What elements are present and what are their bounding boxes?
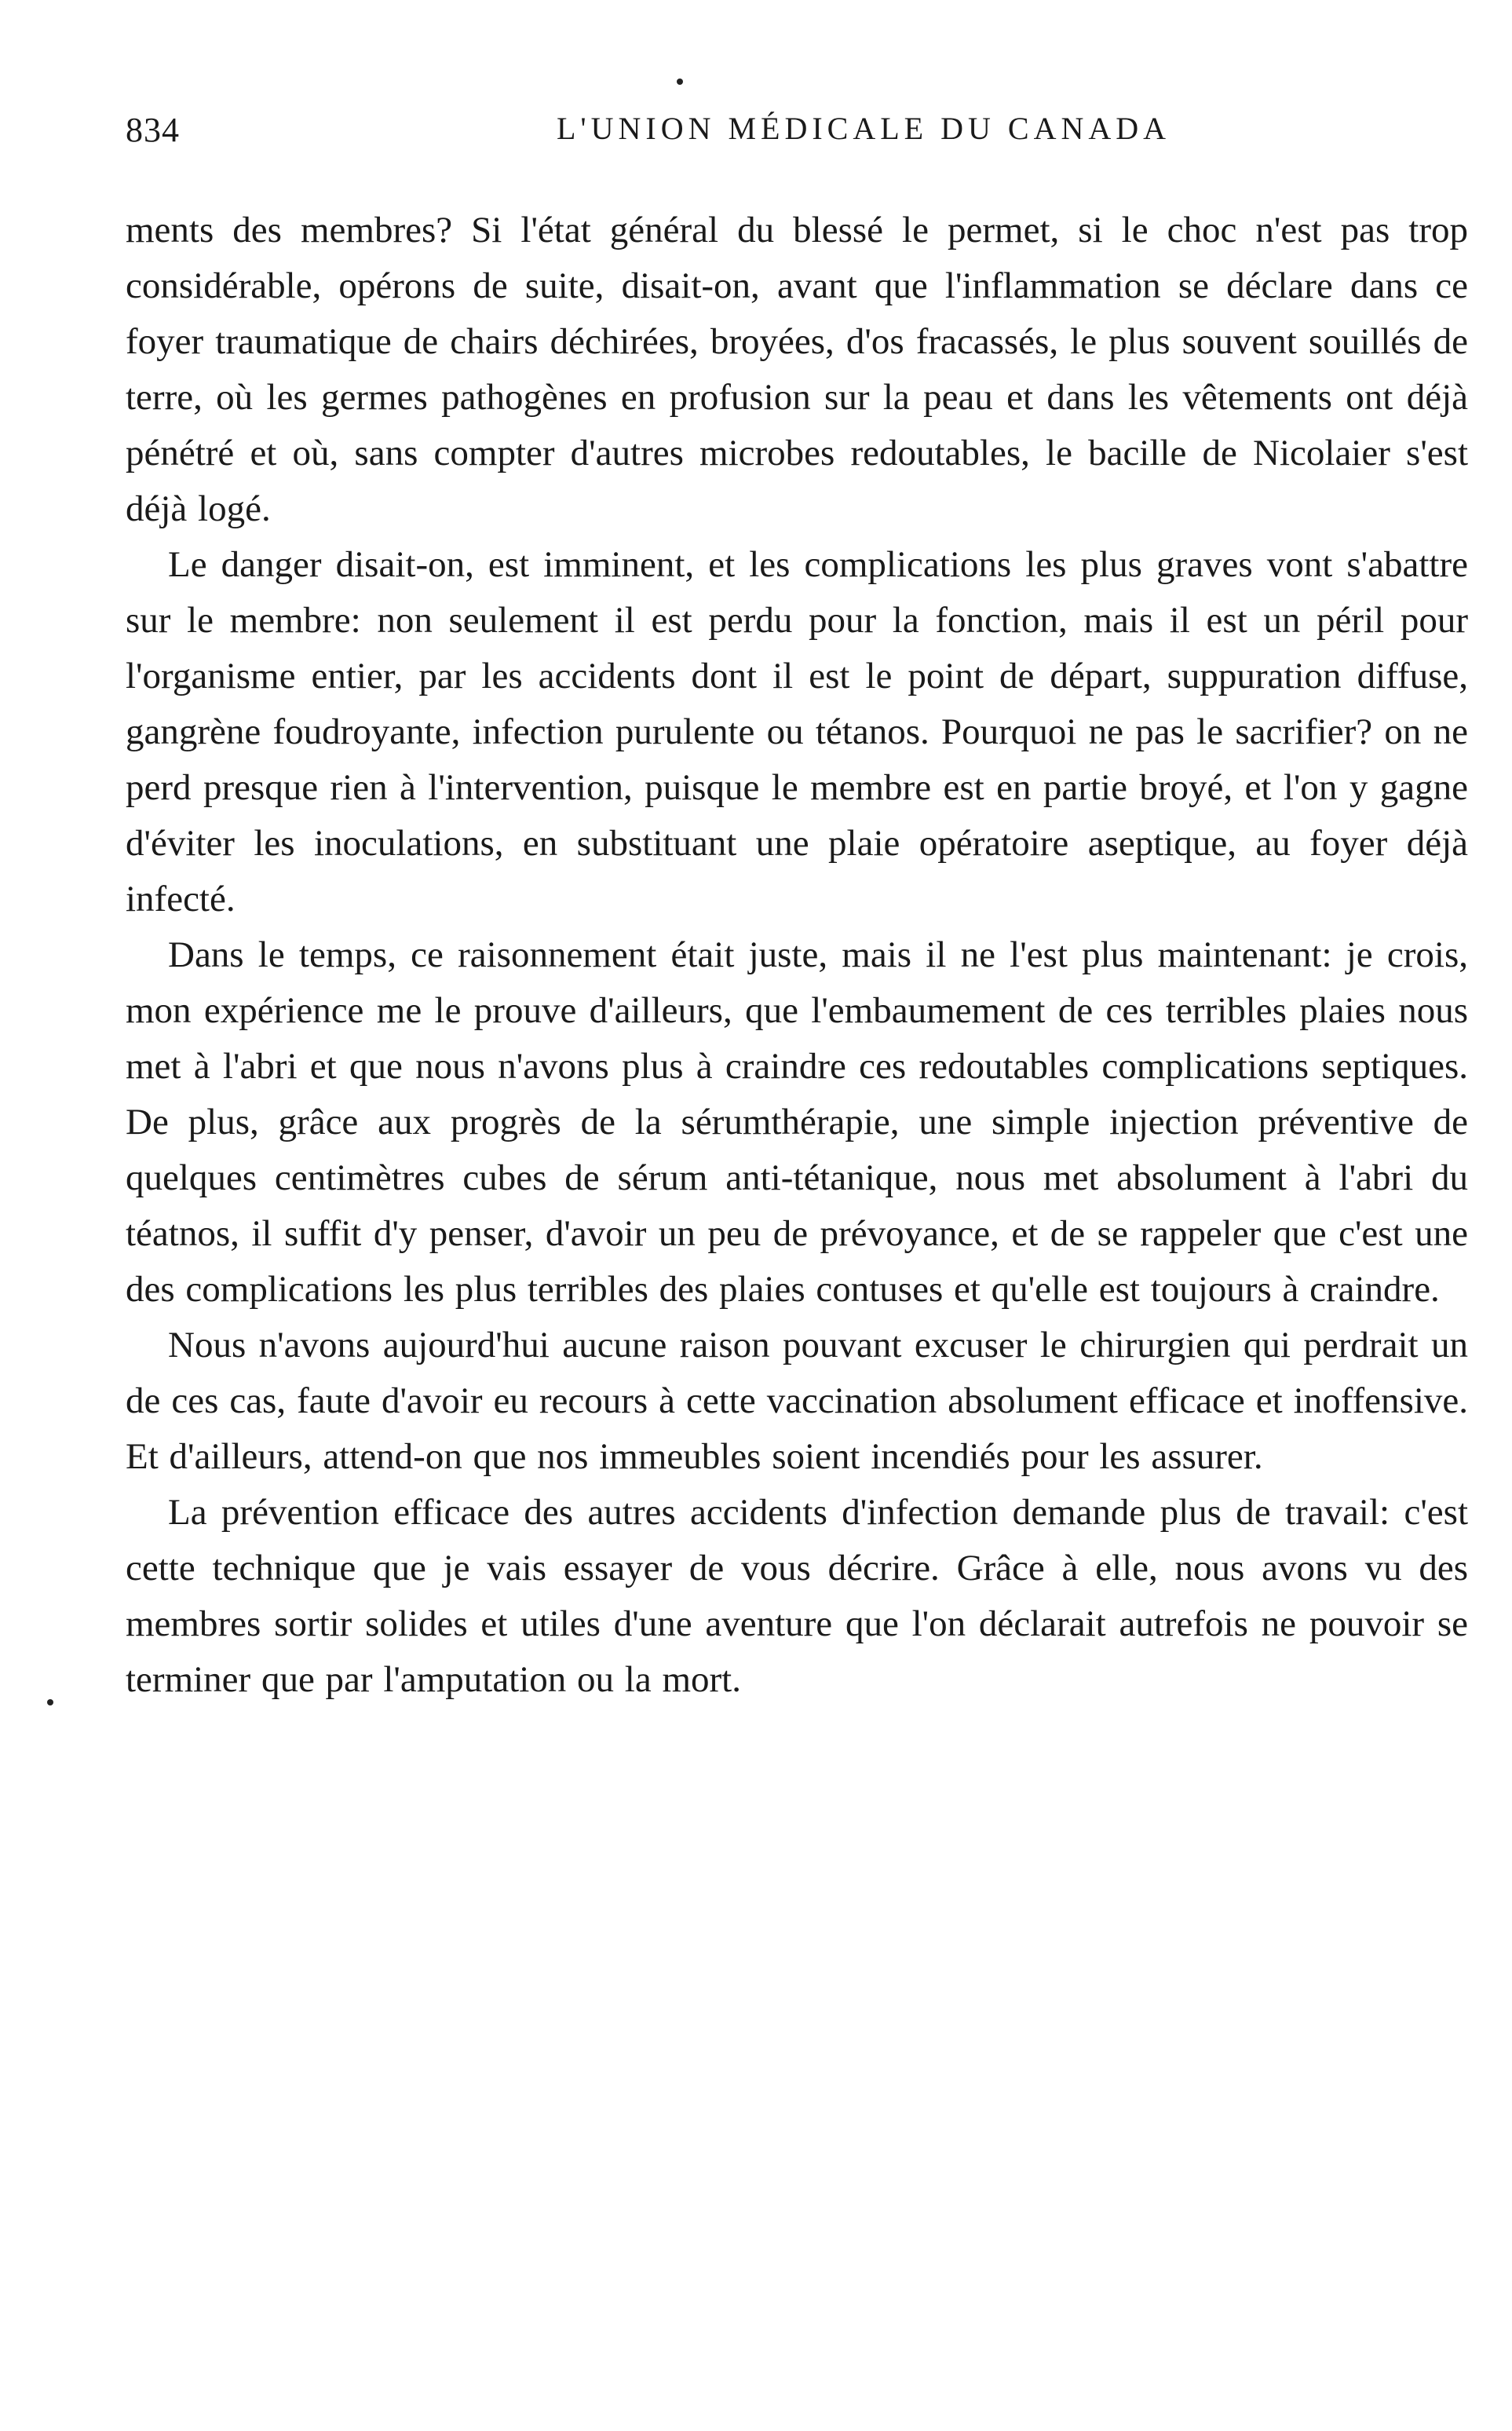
paragraph: La prévention efficace des autres accidents d'infection demande plus de travail: c'est cette technique que je vais essayer de vous décrire. Grâce à elle, nous avons vu des membres sortir solides et utiles d'une aventure que l'on déclarait autrefois ne pouvoir se terminer que par l'amputation ou la mort.	[126, 1492, 1468, 1700]
page-number: 834	[126, 111, 180, 149]
paragraph: Le danger disait-on, est imminent, et les complications les plus graves vont s'abattre sur le membre: non seulement il est perdu pour la fonction, mais il est un péril pour l'organisme entier, par les accidents dont il est le point de départ, suppuration diffuse, gangrène foudroyante, infection purulente ou tétanos. Pourquoi ne pas le sacrifier? on ne perd presque rien à l'intervention, puisque le membre est en partie broyé, et l'on y gagne d'éviter les inoculations, en substituant une plaie opératoire aseptique, au foyer déjà infecté.	[126, 544, 1468, 919]
paragraph: Dans le temps, ce raisonnement était juste, mais il ne l'est plus maintenant: je crois, mon expérience me le prouve d'ailleurs, que l'embaumement de ces terribles plaies nous met à l'abri et que nous n'avons plus à craindre ces redoutables complications septiques. De plus, grâce aux progrès de la sérumthérapie, une simple injection préventive de quelques centimètres cubes de sérum anti-tétanique, nous met absolument à l'abri du téatnos, il suffit d'y penser, d'avoir un peu de prévoyance, et de se rappeler que c'est une des complications les plus terribles des plaies contuses et qu'elle est toujours à craindre.	[126, 934, 1468, 1310]
print-speck	[677, 79, 683, 85]
page-header	[126, 110, 1460, 173]
paragraph: Nous n'avons aujourd'hui aucune raison pouvant excuser le chirurgien qui perdrait un de ces cas, faute d'avoir eu recours à cette vaccination absolument efficace et inoffensive. Et d'ailleurs, attend-on que nos immeubles soient incendiés pour les assurer.	[126, 1325, 1468, 1477]
body-text	[126, 203, 1468, 1708]
paragraph-continuation: ments des membres? Si l'état général du blessé le permet, si le choc n'est pas trop considérable, opérons de suite, disait-on, avant que l'inflammation se déclare dans ce foyer traumatique de chairs déchirées, broyées, d'os fracassés, le plus souvent souillés de terre, où les germes pathogènes en profusion sur la peau et dans les vêtements ont déjà pénétré et où, sans compter d'autres microbes redoutables, le bacille de Nicolaier s'est déjà logé.	[126, 210, 1468, 529]
running-title: L'UNION MÉDICALE DU CANADA	[556, 111, 1171, 146]
margin-speck	[47, 1699, 53, 1705]
